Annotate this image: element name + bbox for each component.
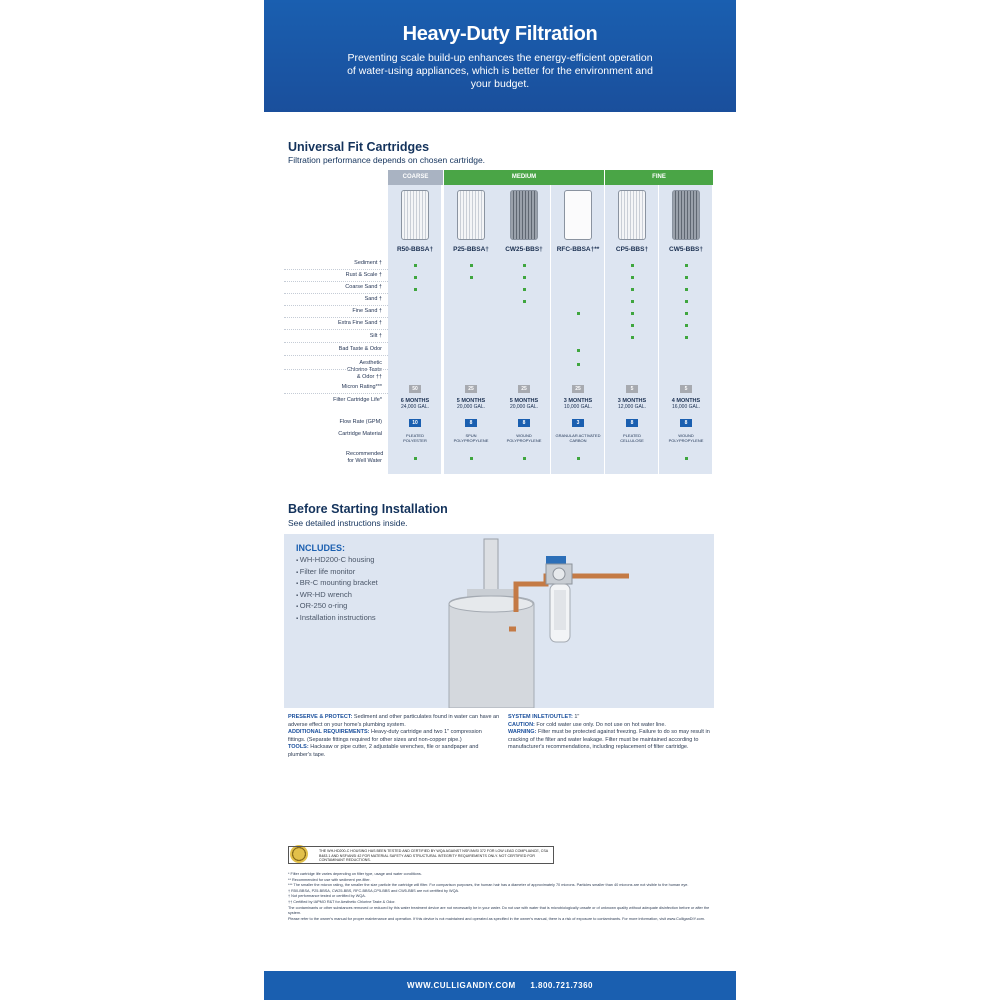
footnote: † R50-BBSA, P25-BBSA, CW25-BBS, RFC-BBSA,CP5-BBS and CW5-BBS are not certified by WQA.: [288, 888, 460, 893]
row-label: Flow Rate (GPM): [339, 419, 382, 425]
feature-check-dot: [414, 276, 417, 279]
group-coarse: COARSE: [388, 170, 443, 185]
feature-check-dot: [631, 276, 634, 279]
micron-rating-badge: 5: [626, 385, 638, 393]
well-water-check-dot: [577, 457, 580, 460]
cartridge-name: RFC-BBSA†**: [556, 246, 600, 253]
flow-rate-badge: 8: [680, 419, 692, 427]
row-label: Cartridge Material: [338, 431, 382, 437]
row-divider: [284, 355, 388, 356]
warning-label: WARNING:: [508, 729, 537, 735]
product-sheet: [264, 0, 736, 1000]
preserve-label: PRESERVE & PROTECT:: [288, 714, 353, 720]
footer-phone: 1.800.721.7360: [530, 981, 593, 990]
row-label: Coarse Sand †: [345, 284, 382, 290]
feature-check-dot: [577, 349, 580, 352]
cartridge-material: WOUND POLYPROPYLENE: [506, 433, 542, 443]
footnote: †† Certified by IAPMO R&T for Aesthetic Chlorine Taste & Odor.: [288, 899, 396, 904]
row-divider: [284, 305, 388, 306]
row-label: Fine Sand †: [352, 308, 382, 314]
warning-text: Filter must be protected against freezing. Failure to do so may result in cracking of the filter and water leakage. Filter must be maintained according to manufacturer's recommendations, including replacement of filter cartridge.: [508, 729, 710, 750]
feature-check-dot: [523, 300, 526, 303]
cartridge-material: PLEATED POLYESTER: [403, 433, 427, 443]
row-divider: [284, 281, 388, 282]
micron-rating-badge: 25: [518, 385, 530, 393]
certification-box: THE WH-HD200-C HOUSING HAS BEEN TESTED AND CERTIFIED BY WQA AGAINST NSF/ANSI 372 FOR LOW LEAD COMPLIANCE, CSA B483.1 AND NSF/ANSI 42 FOR MATERIAL SAFETY AND STRUCTURAL INTEGRITY REQUIREMENTS ONLY. NOT CERTIFIED FOR CONTAMINANT REDUCTIONS.: [288, 846, 554, 864]
page-title: Heavy-Duty Filtration: [402, 23, 598, 45]
feature-check-dot: [631, 324, 634, 327]
cartridge-name: CW5-BBS†: [669, 246, 703, 253]
notes-left: [288, 714, 500, 759]
flow-rate-badge: 8: [465, 419, 477, 427]
cartridge-name: CP5-BBS†: [615, 246, 649, 253]
filter-cartridge-icon: [401, 190, 429, 240]
feature-check-dot: [685, 276, 688, 279]
well-water-check-dot: [523, 457, 526, 460]
install-panel: [284, 534, 714, 708]
cartridge-material: PLEATED CELLULOSE: [620, 433, 644, 443]
micron-rating-badge: 50: [409, 385, 421, 393]
row-divider: [284, 269, 388, 270]
feature-check-dot: [631, 312, 634, 315]
feature-check-dot: [631, 300, 634, 303]
cartridge-material: GRANULAR ACTIVATED CARBON: [555, 433, 601, 443]
row-label: Bad Taste & Odor: [338, 346, 382, 352]
feature-check-dot: [685, 312, 688, 315]
row-divider: [284, 393, 388, 394]
feature-check-dot: [685, 324, 688, 327]
row-divider: [284, 293, 388, 294]
cartridge-life: 5 MONTHS 20,000 GAL.: [509, 398, 539, 410]
row-label: Sediment †: [354, 260, 382, 266]
feature-check-dot: [577, 363, 580, 366]
footnotes: [288, 872, 718, 922]
cartridge-life: 6 MONTHS 24,000 GAL.: [400, 398, 430, 410]
row-divider: [284, 317, 388, 318]
filter-cartridge-icon: [457, 190, 485, 240]
footnote: ** Recommended for use with sediment pre-filter.: [288, 877, 371, 882]
footnote: † Not performance tested or certified by WQA.: [288, 894, 366, 899]
cartridge-name: CW25-BBS†: [505, 246, 543, 253]
additional-label: ADDITIONAL REQUIREMENTS:: [288, 729, 370, 735]
row-divider: [284, 329, 388, 330]
footnote: *** The smaller the micron rating, the smaller the size particle the cartridge will filter. For comparison purposes, the human hair has a diameter of approximately 70 microns. Particles smaller than 40 microns are not visible to the human eye.: [288, 883, 689, 888]
feature-check-dot: [414, 264, 417, 267]
include-item: ▪ WR-HD wrench: [296, 590, 378, 602]
feature-check-dot: [523, 276, 526, 279]
flow-rate-badge: 8: [518, 419, 530, 427]
notes-right: [508, 714, 720, 752]
row-label: Recommended for Well Water: [346, 451, 384, 464]
feature-check-dot: [631, 264, 634, 267]
inlet-label: SYSTEM INLET/OUTLET:: [508, 714, 573, 720]
row-label: Micron Rating***: [341, 384, 382, 390]
install-subtitle: See detailed instructions inside.: [288, 518, 408, 528]
row-label: Aesthetic Chlorine Taste & Odor ††: [346, 360, 382, 380]
cartridges-title: Universal Fit Cartridges: [288, 140, 430, 154]
cartridge-life: 3 MONTHS 12,000 GAL.: [617, 398, 647, 410]
feature-check-dot: [685, 288, 688, 291]
row-label: Sand †: [364, 296, 382, 302]
micron-rating-badge: 25: [572, 385, 584, 393]
filter-cartridge-icon: [564, 190, 592, 240]
include-item: ▪ BR-C mounting bracket: [296, 578, 378, 590]
feature-check-dot: [470, 264, 473, 267]
header-banner: [264, 0, 736, 112]
well-water-check-dot: [470, 457, 473, 460]
cartridge-material: WOUND POLYPROPYLENE: [668, 433, 704, 443]
feature-check-dot: [685, 300, 688, 303]
group-medium: MEDIUM: [444, 170, 604, 185]
tools-text: Hacksaw or pipe cutter, 2 adjustable wrenches, file or sandpaper and plumber's tape.: [288, 744, 479, 758]
footer-url[interactable]: WWW.CULLIGANDIY.COM: [407, 981, 516, 990]
feature-check-dot: [414, 288, 417, 291]
footnote: * Filter cartridge life varies depending on filter type, usage and water conditions.: [288, 872, 422, 876]
footnote: The contaminants or other substances removed or reduced by this water treatment device are not necessarily be in your water. Do not use with water that is microbiologically unsafe or of unknown quality without adequate disinfection before or after the system.: [288, 905, 710, 916]
footnote: Please refer to the owner's manual for proper maintenance and operation. If this device is not maintained and operated as specified in the owner's manual, there is a risk of exposure to contaminants. For more information, visit www.CulliganDIY.com.: [288, 916, 705, 921]
filter-cartridge-icon: [672, 190, 700, 240]
include-item: ▪ Filter life monitor: [296, 567, 378, 579]
row-label: Rust & Scale †: [345, 272, 382, 278]
caution-text: For cold water use only. Do not use on hot water line.: [536, 721, 666, 728]
install-title: Before Starting Installation: [288, 502, 448, 516]
include-item: ▪ Installation instructions: [296, 613, 378, 625]
micron-rating-badge: 25: [465, 385, 477, 393]
water-heater-filter-illustration: [284, 534, 714, 708]
micron-rating-badge: 5: [680, 385, 692, 393]
cartridge-life: 3 MONTHS 10,000 GAL.: [563, 398, 593, 410]
tools-label: TOOLS:: [288, 744, 309, 750]
row-label: Filter Cartridge Life*: [333, 397, 382, 403]
include-item: ▪ OR-250 o-ring: [296, 601, 378, 613]
footer-bar: [264, 971, 736, 1000]
flow-rate-badge: 8: [626, 419, 638, 427]
group-fine: FINE: [605, 170, 713, 185]
flow-rate-badge: 3: [572, 419, 584, 427]
feature-check-dot: [577, 312, 580, 315]
cartridge-life: 5 MONTHS 20,000 GAL.: [456, 398, 486, 410]
row-divider: [284, 369, 388, 370]
cartridges-subtitle: Filtration performance depends on chosen cartridge.: [288, 155, 486, 165]
additional-text: Heavy-duty cartridge and two 1" compression fittings. (Separate fittings required for other sizes and non-copper pipe.): [288, 729, 482, 743]
feature-check-dot: [523, 264, 526, 267]
row-label: Silt †: [369, 333, 382, 339]
feature-check-dot: [523, 288, 526, 291]
feature-check-dot: [631, 336, 634, 339]
cartridge-table: [284, 170, 714, 474]
filter-cartridge-icon: [618, 190, 646, 240]
flow-rate-badge: 10: [409, 419, 421, 427]
include-item: ▪ WH-HD200-C housing: [296, 555, 378, 567]
caution-label: CAUTION:: [508, 721, 535, 728]
well-water-check-dot: [414, 457, 417, 460]
feature-check-dot: [685, 336, 688, 339]
inlet-text: 1": [574, 714, 580, 720]
row-divider: [284, 342, 388, 343]
header-subtitle: Preventing scale build-up enhances the energy-efficient operation of water-using appliances, which is better for the environment and your budget.: [347, 52, 653, 90]
feature-check-dot: [631, 288, 634, 291]
includes-title: INCLUDES:: [296, 543, 345, 553]
cartridge-life: 4 MONTHS 16,000 GAL.: [671, 398, 701, 410]
cartridge-name: R50-BBSA†: [396, 246, 434, 253]
filter-cartridge-icon: [510, 190, 538, 240]
row-label: Extra Fine Sand †: [337, 320, 382, 326]
cartridge-name: P25-BBSA†: [453, 246, 489, 253]
cartridge-material: SPUN POLYPROPYLENE: [453, 433, 489, 443]
feature-check-dot: [470, 276, 473, 279]
well-water-check-dot: [685, 457, 688, 460]
preserve-text: Sediment and other particulates found in water can have an adverse effect on your home's plumbing system.: [288, 714, 500, 728]
feature-check-dot: [685, 264, 688, 267]
